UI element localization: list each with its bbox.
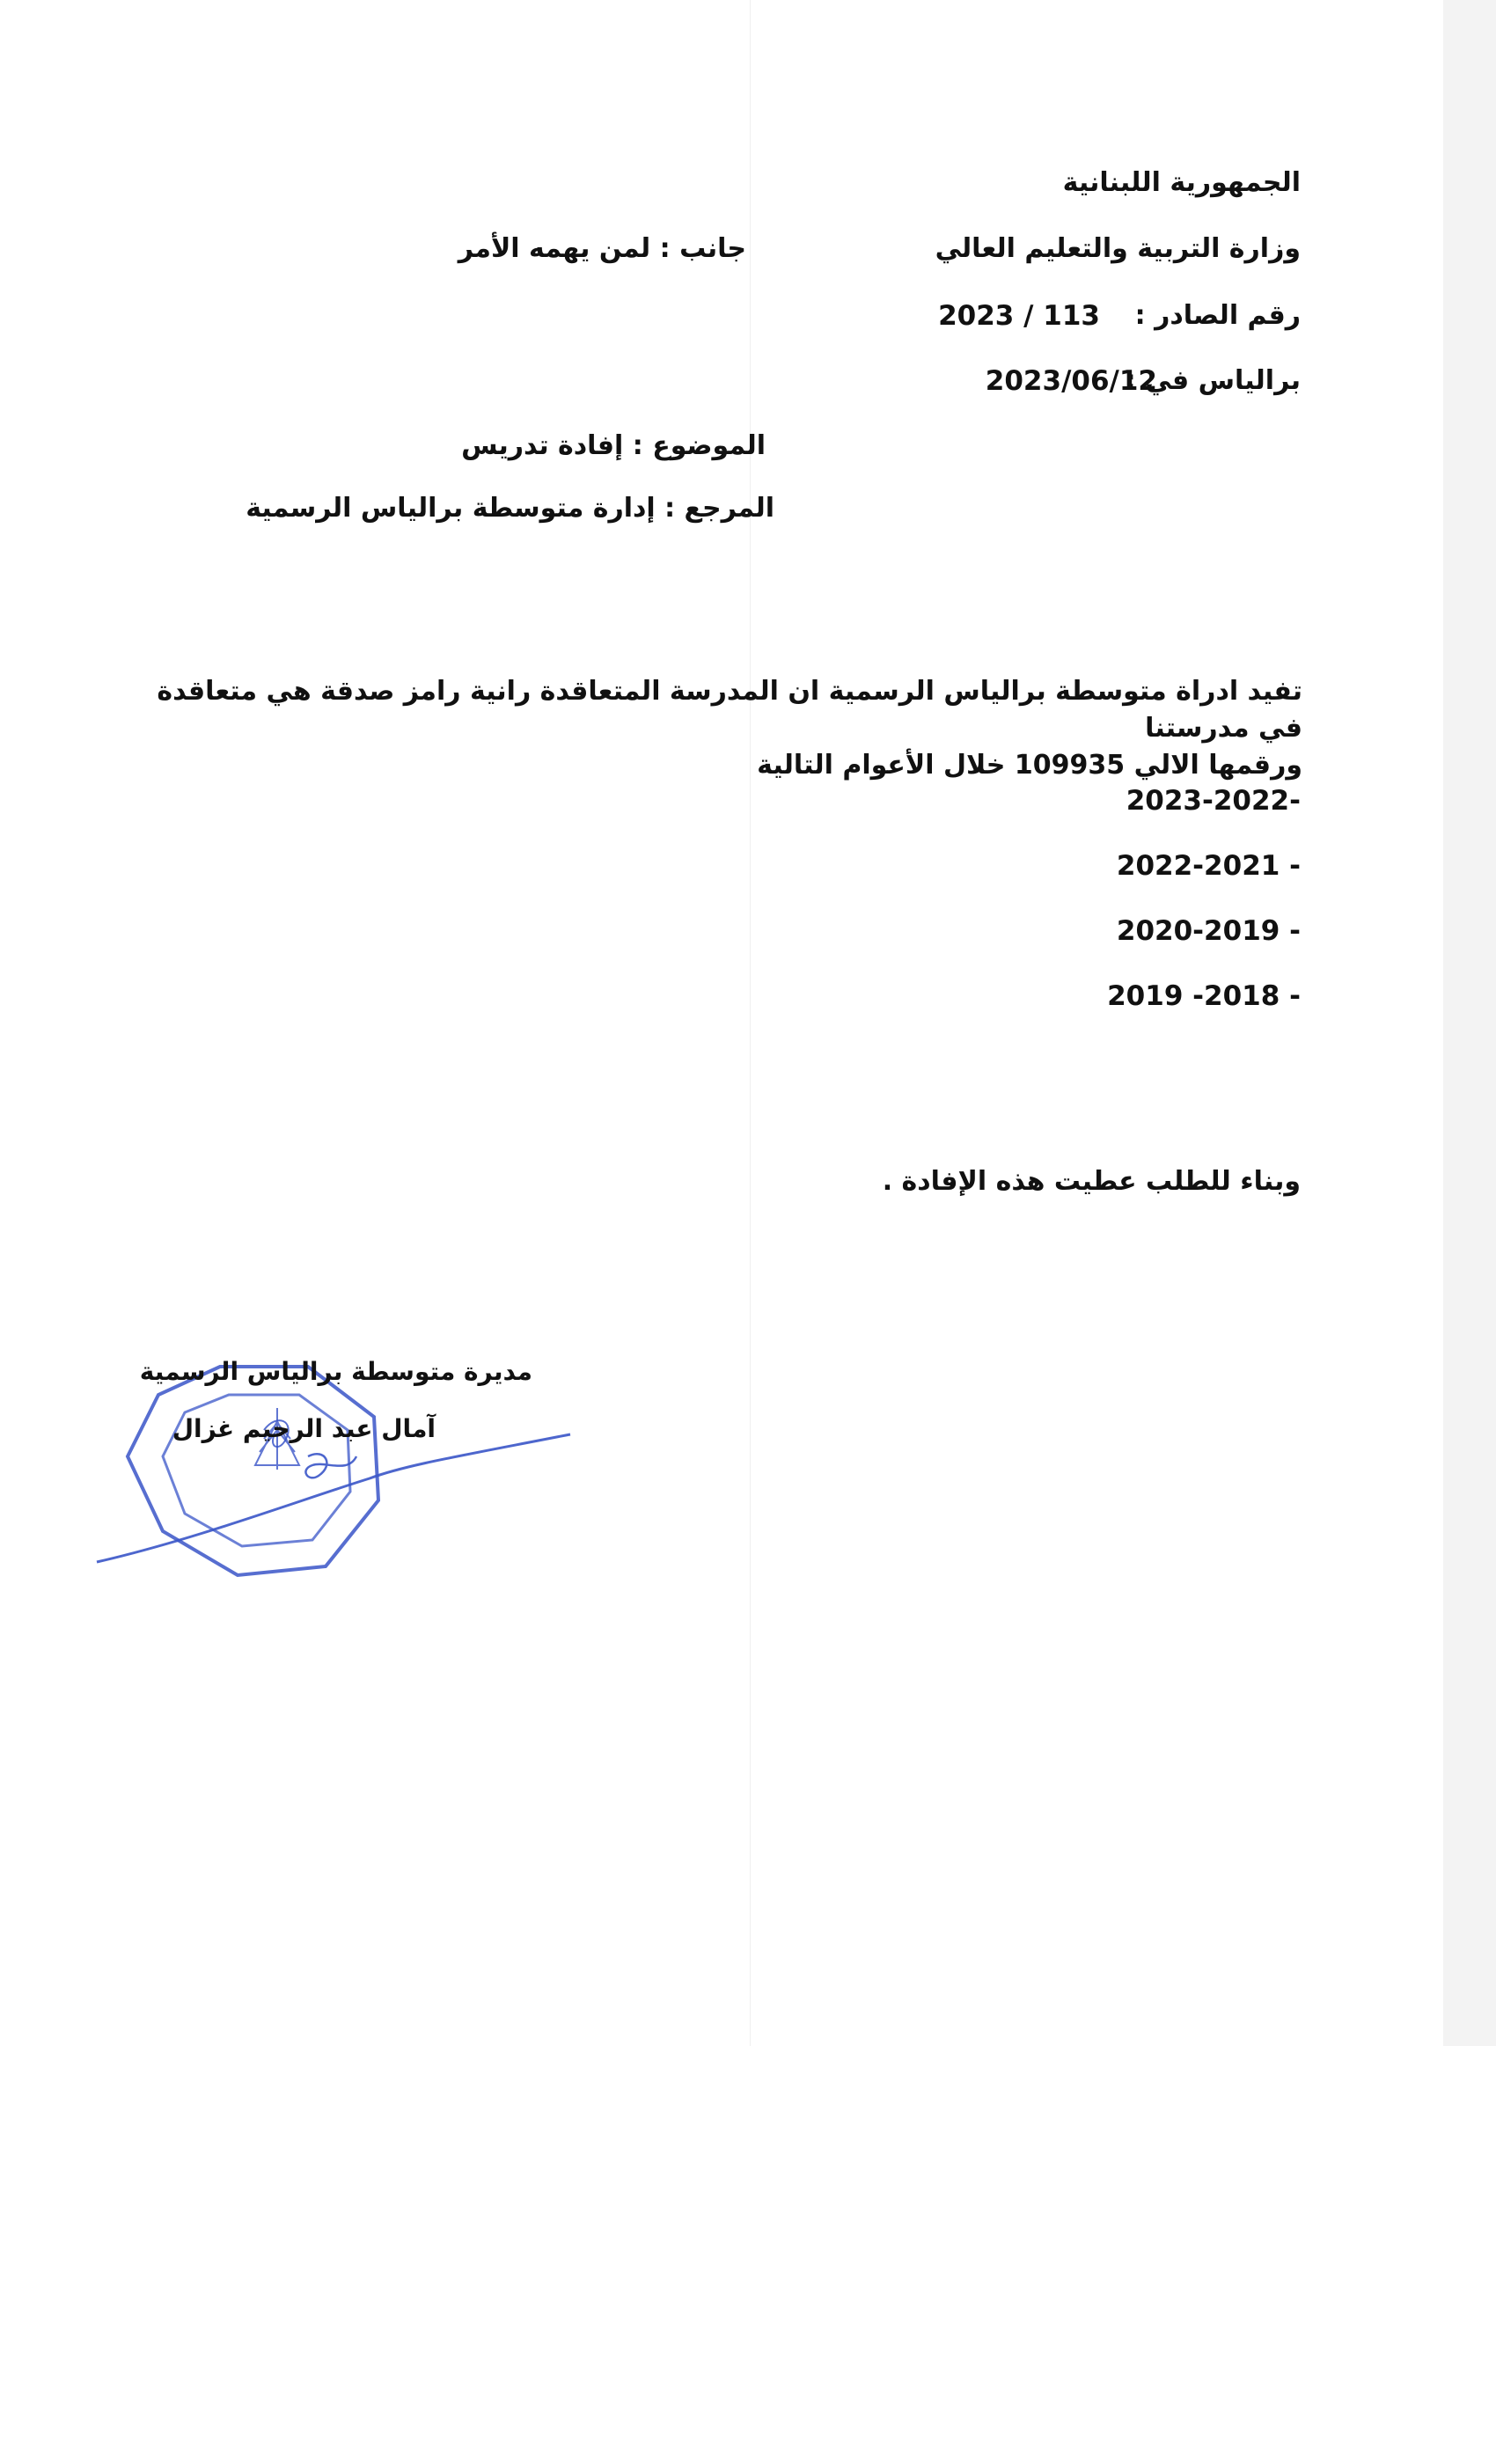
reference-number-value: 2023 / 113 (938, 300, 1100, 332)
body-paragraph-line-2: ورقمها الالي 109935 خلال الأعوام التالية (757, 750, 1302, 781)
page-edge (1443, 0, 1496, 2046)
year-item-2: 2022-2021 - (1116, 850, 1301, 882)
fold-line (750, 0, 751, 2046)
date-label: برالياس في : (1125, 365, 1301, 396)
reference-number-label: رقم الصادر : (1134, 300, 1301, 331)
closing-line: وبناء للطلب عطيت هذه الإفادة . (882, 1166, 1301, 1197)
subject-line: الموضوع : إفادة تدريس (461, 430, 766, 461)
date-value: 2023/06/12 (985, 365, 1157, 397)
country-title: الجمهورية اللبنانية (1062, 167, 1301, 198)
signature-block (88, 1324, 581, 1632)
recipient-line: جانب : لمن يهمه الأمر (458, 233, 746, 264)
year-item-1: 2023-2022- (1126, 785, 1301, 817)
signature-title: مديرة متوسطة برالياس الرسمية (139, 1357, 532, 1386)
year-item-4: 2019 -2018 - (1107, 980, 1301, 1012)
year-item-3: 2020-2019 - (1116, 915, 1301, 947)
signature-name: آمال عبد الرحيم غزال (172, 1414, 436, 1443)
reference-line: المرجع : إدارة متوسطة برالياس الرسمية (246, 493, 774, 524)
ministry-name: وزارة التربية والتعليم العالي (935, 233, 1301, 264)
body-paragraph-line-1: تفيد ادراة متوسطة برالياس الرسمية ان المدرسة المتعاقدة رانية رامز صدقة هي متعاقدة في مدرستنا (157, 676, 1302, 744)
body-paragraph (150, 673, 1302, 784)
